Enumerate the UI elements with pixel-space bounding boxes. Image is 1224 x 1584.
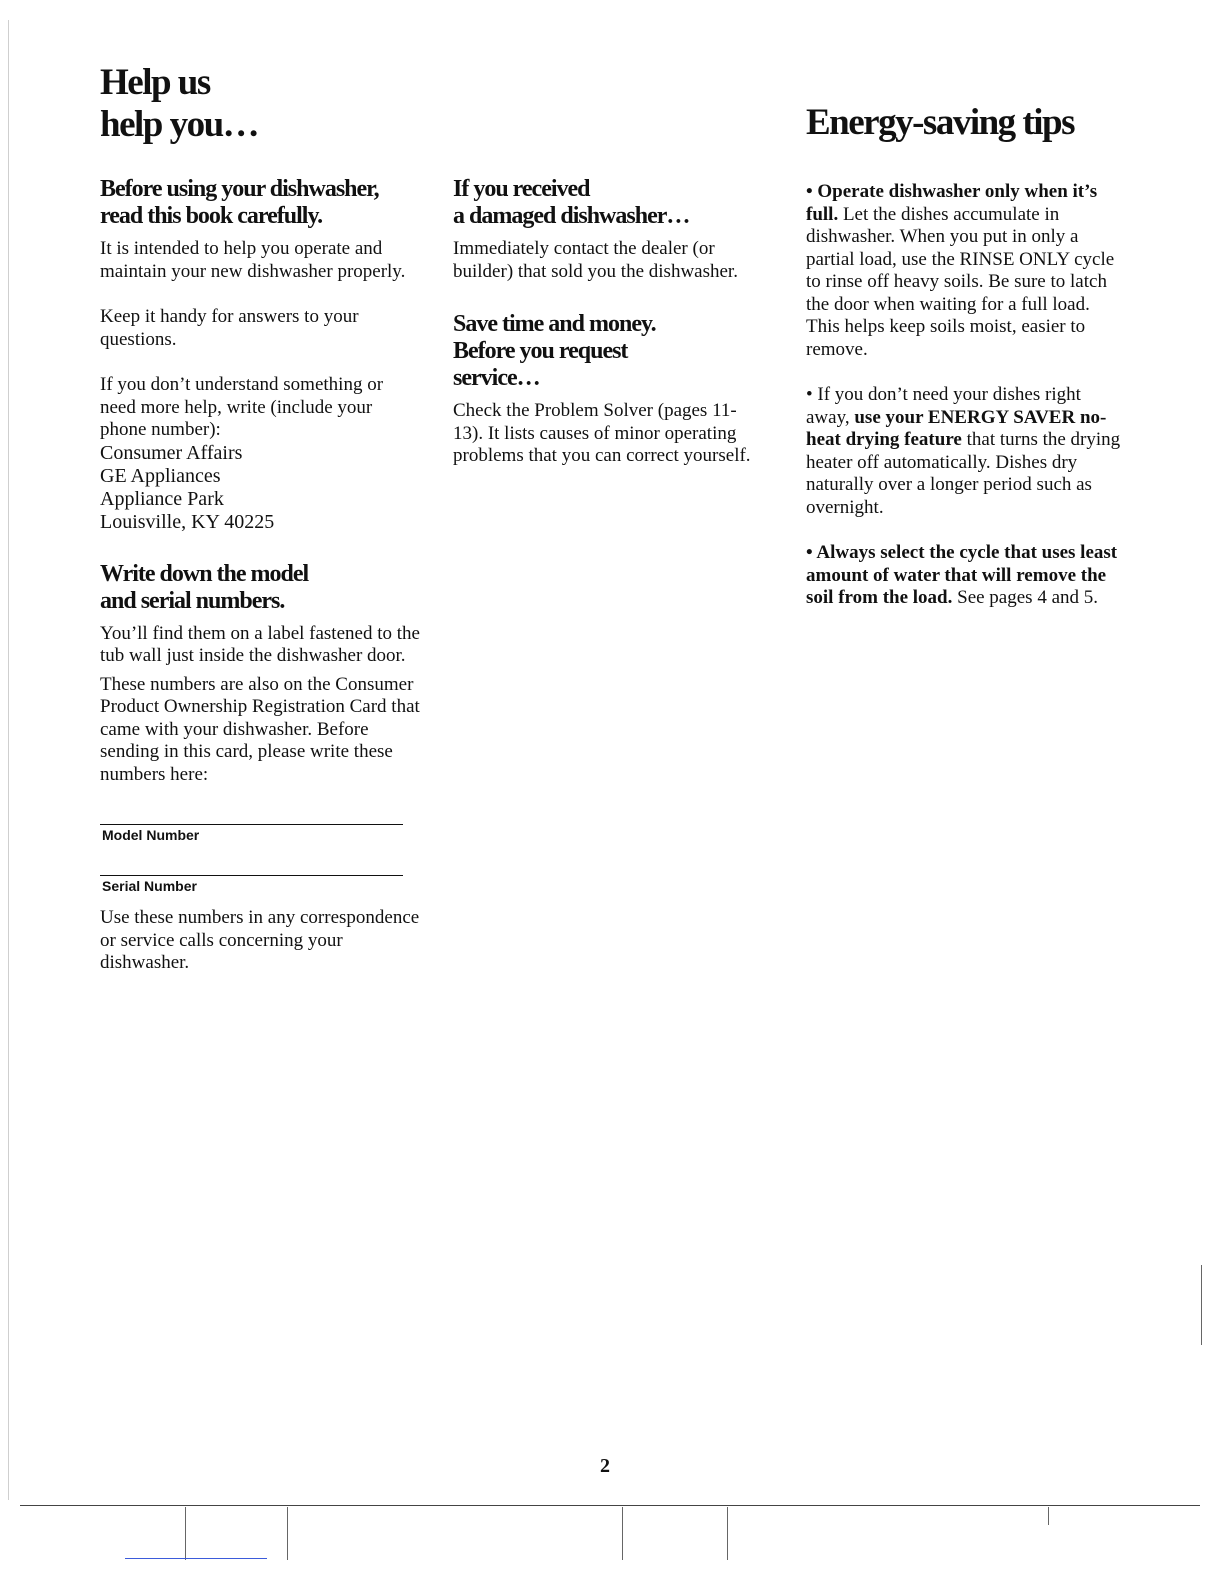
serial-number-label: Serial Number xyxy=(102,878,197,894)
use-numbers-paragraph: Use these numbers in any correspondence or service calls concerning your dishwasher. xyxy=(100,907,420,973)
scan-edge-line xyxy=(8,20,9,1500)
address-line: Consumer Affairs xyxy=(100,441,243,464)
middle-column xyxy=(453,176,763,468)
model-number-label: Model Number xyxy=(102,827,200,843)
crop-mark xyxy=(1048,1507,1049,1525)
right-column xyxy=(806,181,1121,610)
energy-tip-energy-saver xyxy=(806,384,1121,519)
energy-tip-2-post: that turns the drying heater off automatically. Dishes dry naturally over a longer period such as overnight. xyxy=(806,429,1121,518)
read-book-heading-line-2: read this book carefully. xyxy=(100,203,323,229)
energy-tip-1-text: Let the dishes accumulate in dishwasher. When you put in only a partial load, use the RINSE ONLY cycle to rinse off heavy soils. Be sure to latch the door when waiting for a full load. This helps keep soils moist, easier to remove. xyxy=(806,203,1115,360)
energy-tip-2-bold: use your ENERGY SAVER no-heat drying feature xyxy=(806,406,1107,450)
energy-tip-1-bold: • Operate dishwasher only when it’s full. xyxy=(806,181,1098,225)
energy-tip-2-pre: • If you don’t need your dishes right away, xyxy=(806,384,1081,428)
damaged-heading-line-2: a damaged dishwasher… xyxy=(453,203,690,229)
save-heading-line-2: Before you request xyxy=(453,338,628,364)
need-help-paragraph: If you don’t understand something or need more help, write (include your phone number): xyxy=(100,374,384,440)
registration-card-paragraph: These numbers are also on the Consumer Product Ownership Registration Card that came with your dishwasher. Before sending in this card, please write these numbers here: xyxy=(100,673,420,785)
blue-rule xyxy=(125,1558,267,1559)
save-heading-line-3: service… xyxy=(453,365,540,391)
energy-tip-full-load xyxy=(806,181,1121,361)
crop-mark xyxy=(185,1507,186,1560)
energy-saving-title: Energy-saving tips xyxy=(806,102,1075,143)
save-time-heading xyxy=(453,311,763,392)
address-line: GE Appliances xyxy=(100,464,221,487)
save-heading-line-1: Save time and money. xyxy=(453,311,656,337)
label-location-paragraph: You’ll find them on a label fastened to the tub wall just inside the dishwasher door. xyxy=(100,622,420,666)
scan-edge-mark xyxy=(1201,1265,1202,1345)
serial-number-field xyxy=(100,875,403,876)
number-fields xyxy=(100,824,403,895)
read-book-heading-line-1: Before using your dishwasher, xyxy=(100,176,379,202)
energy-tip-3-bold: • Always select the cycle that uses least amount of water that will remove the soil from the load. xyxy=(806,542,1118,608)
address-line: Appliance Park xyxy=(100,487,224,510)
energy-tip-select-cycle xyxy=(806,542,1121,610)
problem-solver-paragraph: Check the Problem Solver (pages 11-13). It lists causes of minor operating problems that you can correct yourself. xyxy=(453,400,751,466)
energy-tip-3-text: See pages 4 and 5. xyxy=(952,587,1099,608)
damaged-dishwasher-heading xyxy=(453,176,763,230)
page-title-line-2: help you… xyxy=(100,104,259,145)
keep-handy-paragraph: Keep it handy for answers to your questions. xyxy=(100,306,359,350)
model-serial-heading xyxy=(100,561,420,615)
intro-paragraph: It is intended to help you operate and maintain your new dishwasher properly. xyxy=(100,238,406,282)
damaged-heading-line-1: If you received xyxy=(453,176,590,202)
page-number: 2 xyxy=(600,1455,610,1477)
mailing-address xyxy=(100,442,420,534)
read-book-heading xyxy=(100,176,420,230)
model-serial-heading-line-1: Write down the model xyxy=(100,560,309,587)
crop-mark xyxy=(622,1507,623,1560)
page-title-line-1: Help us xyxy=(100,62,210,103)
address-line: Louisville, KY 40225 xyxy=(100,510,275,533)
crop-mark xyxy=(287,1507,288,1560)
damaged-paragraph: Immediately contact the dealer (or builder) that sold you the dishwasher. xyxy=(453,238,738,282)
model-serial-heading-line-2: and serial numbers. xyxy=(100,587,285,614)
page-title xyxy=(100,62,258,146)
crop-mark xyxy=(727,1507,728,1560)
bottom-rule xyxy=(20,1505,1200,1506)
model-number-field xyxy=(100,824,403,825)
left-column xyxy=(100,176,420,975)
